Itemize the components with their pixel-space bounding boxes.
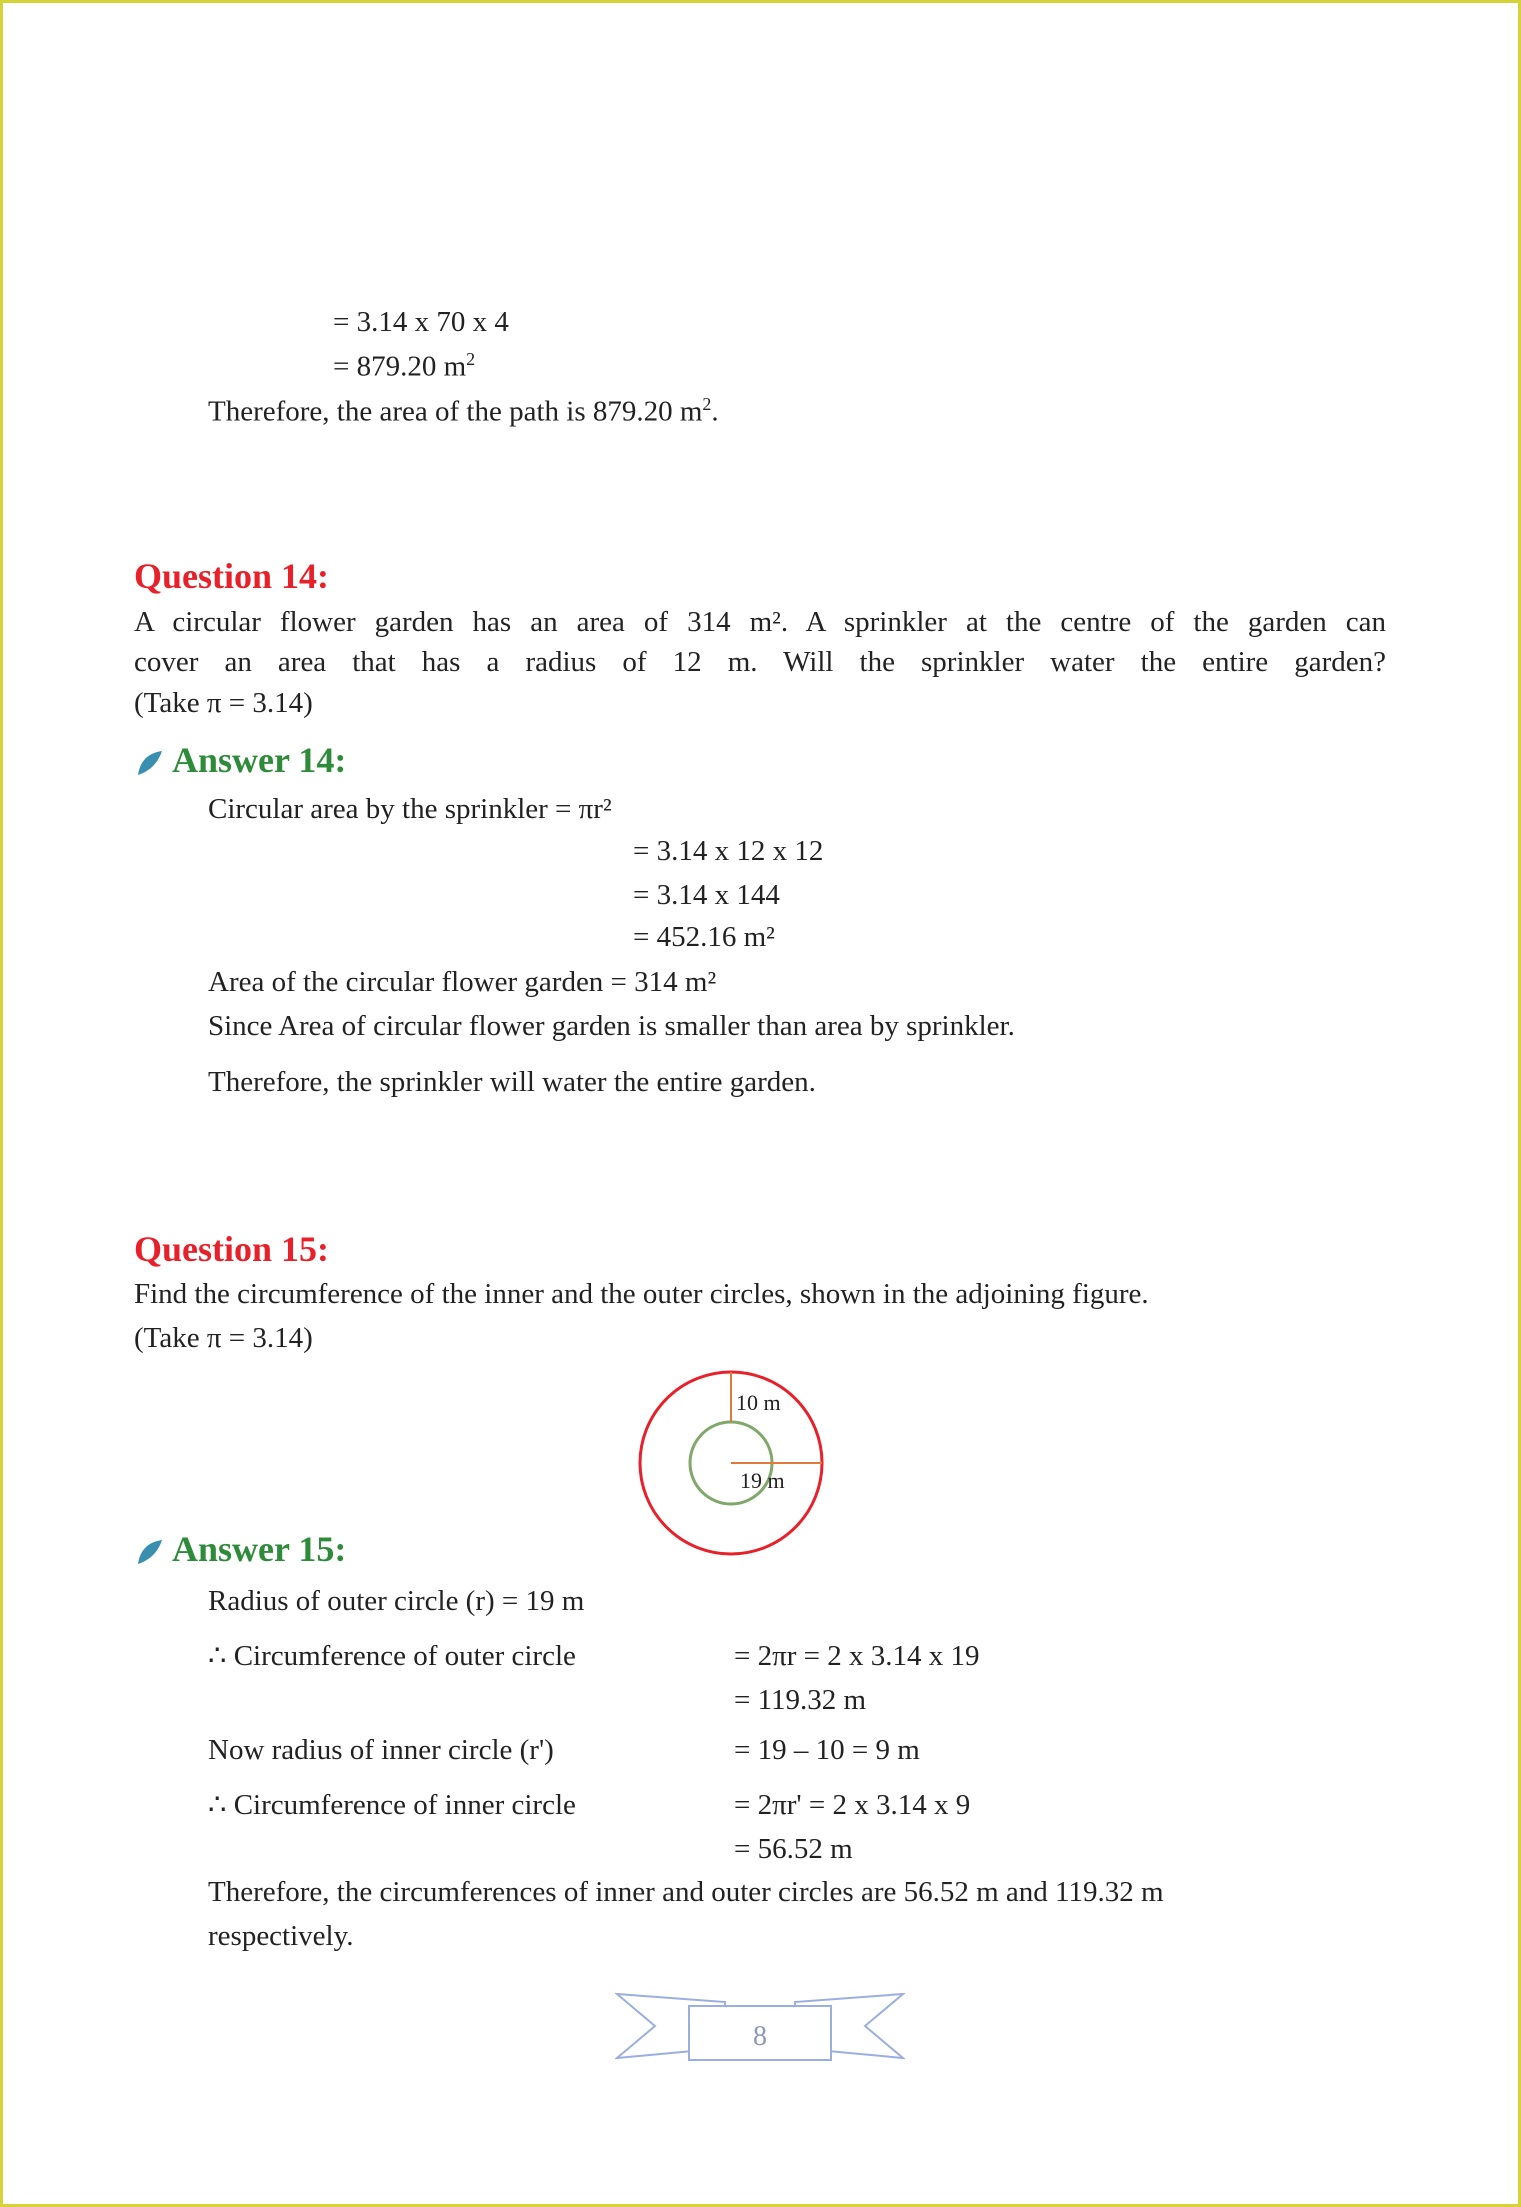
answer-row [208,1642,980,1671]
question-text: Find the circumference of the inner and the outer circles, shown in the adjoining figure. [134,1278,1149,1310]
answer-line: ∴ Circumference of inner circle [208,1789,576,1821]
page-number-ribbon-icon [615,1990,905,2070]
question-14-heading: Question 14: [134,556,330,596]
answer-line: Radius of outer circle (r) = 19 m [208,1585,585,1617]
conclusion-line: Therefore, the area of the path is 879.20 $m^2$. [208,394,719,428]
page-number: 8 [753,2021,767,2052]
question-text: (Take π = 3.14) [134,1322,313,1354]
answer-row [208,1736,920,1765]
question-text: A circular flower garden has an area of 314 m². A sprinkler at the centre of the garden can [134,606,1386,638]
heading-text: Answer 15: [172,1529,347,1569]
leaf-logo-icon [134,749,164,779]
answer-row [208,1791,970,1820]
gap-label: 10 m [736,1390,781,1415]
answer-line: Area of the circular flower garden = 314 m² [208,966,717,998]
calc-line: = 3.14 x 70 x 4 [333,306,509,338]
answer-14-heading [134,742,346,779]
answer-line: = 2πr = 2 x 3.14 x 19 [734,1640,980,1672]
answer-line: = 452.16 m² [633,921,775,953]
text: Therefore, the area of the path is 879.20 m [208,395,703,428]
question-text: cover an area that has a radius of 12 m. Will the sprinkler water the entire garden? [134,646,1386,678]
concentric-circles-figure [630,1362,840,1567]
answer-line: = 56.52 m [734,1833,853,1865]
answer-line: Now radius of inner circle (r') [208,1734,554,1766]
answer-15-heading [134,1531,346,1568]
answer-line: = 19 – 10 = 9 m [734,1734,920,1766]
answer-line: respectively. [208,1920,354,1952]
answer-line: = 119.32 m [734,1684,867,1716]
answer-line: = 2πr' = 2 x 3.14 x 9 [734,1789,971,1821]
question-text: (Take π = 3.14) [134,687,313,719]
answer-line: = 3.14 x 144 [633,879,780,911]
answer-line: = 3.14 x 12 x 12 [633,835,824,867]
question-15-heading: Question 15: [134,1229,330,1269]
superscript: 2 [466,349,476,369]
answer-line: ∴ Circumference of outer circle [208,1640,576,1672]
superscript: 2 [702,394,712,414]
answer-line: Therefore, the circumferences of inner and outer circles are 56.52 m and 119.32 m [208,1876,1164,1908]
text: = 879.20 m [333,350,467,383]
answer-line: Since Area of circular flower garden is smaller than area by sprinkler. [208,1010,1015,1042]
radius-label: 19 m [740,1468,785,1493]
answer-line: Circular area by the sprinkler = πr² [208,793,612,825]
answer-line: Therefore, the sprinkler will water the entire garden. [208,1066,816,1098]
leaf-logo-icon [134,1538,164,1568]
heading-text: Answer 14: [172,740,347,780]
calc-line [333,350,475,382]
